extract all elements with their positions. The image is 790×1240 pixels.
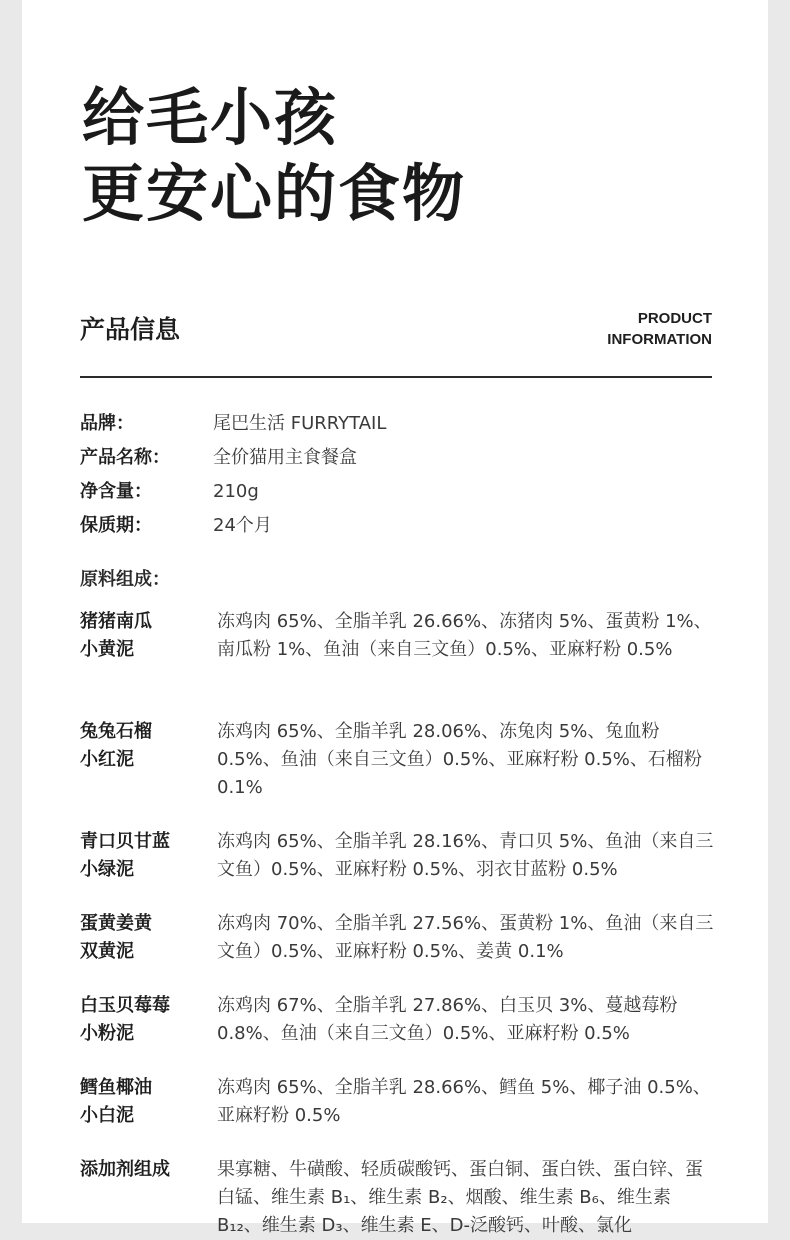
info-value: 全价猫用主食餐盒 (213, 447, 357, 468)
ingredient-name (80, 608, 190, 664)
info-row-net-weight (80, 478, 720, 512)
ingredient-name-line-2: 小黄泥 (80, 639, 134, 660)
section-header (80, 308, 712, 378)
info-value: 210g (213, 481, 259, 502)
ingredient-name (80, 828, 190, 884)
ingredient-name (80, 1074, 190, 1130)
ingredient-desc: 冻鸡肉 65%、全脂羊乳 28.66%、鳕鱼 5%、椰子油 0.5%、亚麻籽粉 0.5% (217, 1077, 711, 1126)
ingredient-desc: 冻鸡肉 67%、全脂羊乳 27.86%、白玉贝 3%、蔓越莓粉 0.8%、鱼油（来自三文鱼）0.5%、亚麻籽粉 0.5% (217, 995, 678, 1044)
ingredient-name (80, 718, 190, 774)
section-title: 产品信息 (80, 315, 181, 344)
ingredient-name (80, 910, 190, 966)
ingredient-desc: 冻鸡肉 70%、全脂羊乳 27.56%、蛋黄粉 1%、鱼油（来自三文鱼）0.5%、亚麻籽粉 0.5%、姜黄 0.1% (217, 913, 714, 962)
ingredient-name-line-1: 鳕鱼椰油 (80, 1077, 152, 1098)
section-english-title (607, 308, 712, 350)
hero-headline (82, 80, 682, 232)
ingredient-name (80, 992, 190, 1048)
ingredient-name-line-2: 双黄泥 (80, 941, 134, 962)
section-en-line-1: PRODUCT (637, 310, 712, 327)
info-row-brand (80, 410, 720, 444)
ingredient-desc: 冻鸡肉 65%、全脂羊乳 28.06%、冻兔肉 5%、兔血粉 0.5%、鱼油（来自三文鱼）0.5%、亚麻籽粉 0.5%、石榴粉 0.1% (217, 721, 702, 798)
info-row-shelf-life (80, 512, 720, 546)
info-row-product-name (80, 444, 720, 478)
additives-name-line-1: 添加剂组成 (80, 1159, 170, 1180)
info-value: 尾巴生活 FURRYTAIL (213, 413, 387, 434)
ingredient-name-line-2: 小白泥 (80, 1105, 134, 1126)
product-info-list (80, 410, 720, 546)
additives-desc: 果寡糖、牛磺酸、轻质碳酸钙、蛋白铜、蛋白铁、蛋白锌、蛋白锰、维生素 B₁、维生素 B₂、烟酸、维生素 B₆、维生素 B₁₂、维生素 D₃、维生素 E、D-泛酸钙、叶酸、氯化 (217, 1159, 703, 1236)
product-info-card (22, 0, 768, 1236)
ingredient-name-line-2: 小红泥 (80, 749, 134, 770)
ingredient-desc: 冻鸡肉 65%、全脂羊乳 26.66%、冻猪肉 5%、蛋黄粉 1%、南瓜粉 1%、鱼油（来自三文鱼）0.5%、亚麻籽粉 0.5% (217, 611, 712, 660)
ingredient-name-line-1: 白玉贝莓莓 (80, 995, 170, 1016)
section-en-line-2: INFORMATION (607, 331, 712, 348)
ingredient-name-line-2: 小粉泥 (80, 1023, 134, 1044)
info-label: 净含量： (80, 481, 152, 502)
ingredient-name-line-1: 兔兔石榴 (80, 721, 152, 742)
info-label: 品牌： (80, 413, 134, 434)
additives-name (80, 1156, 190, 1184)
info-label: 保质期： (80, 515, 152, 536)
info-label: 产品名称： (80, 447, 170, 468)
ingredient-name-line-1: 青口贝甘蓝 (80, 831, 170, 852)
ingredient-name-line-1: 猪猪南瓜 (80, 611, 152, 632)
ingredients-title: 原料组成： (80, 569, 170, 590)
hero-line-2: 更安心的食物 (82, 157, 467, 230)
ingredient-name-line-2: 小绿泥 (80, 859, 134, 880)
ingredient-desc: 冻鸡肉 65%、全脂羊乳 28.16%、青口贝 5%、鱼油（来自三文鱼）0.5%、亚麻籽粉 0.5%、羽衣甘蓝粉 0.5% (217, 831, 714, 880)
info-value: 24个月 (213, 515, 272, 536)
ingredient-name-line-1: 蛋黄姜黄 (80, 913, 152, 934)
hero-line-1: 给毛小孩 (82, 81, 339, 154)
